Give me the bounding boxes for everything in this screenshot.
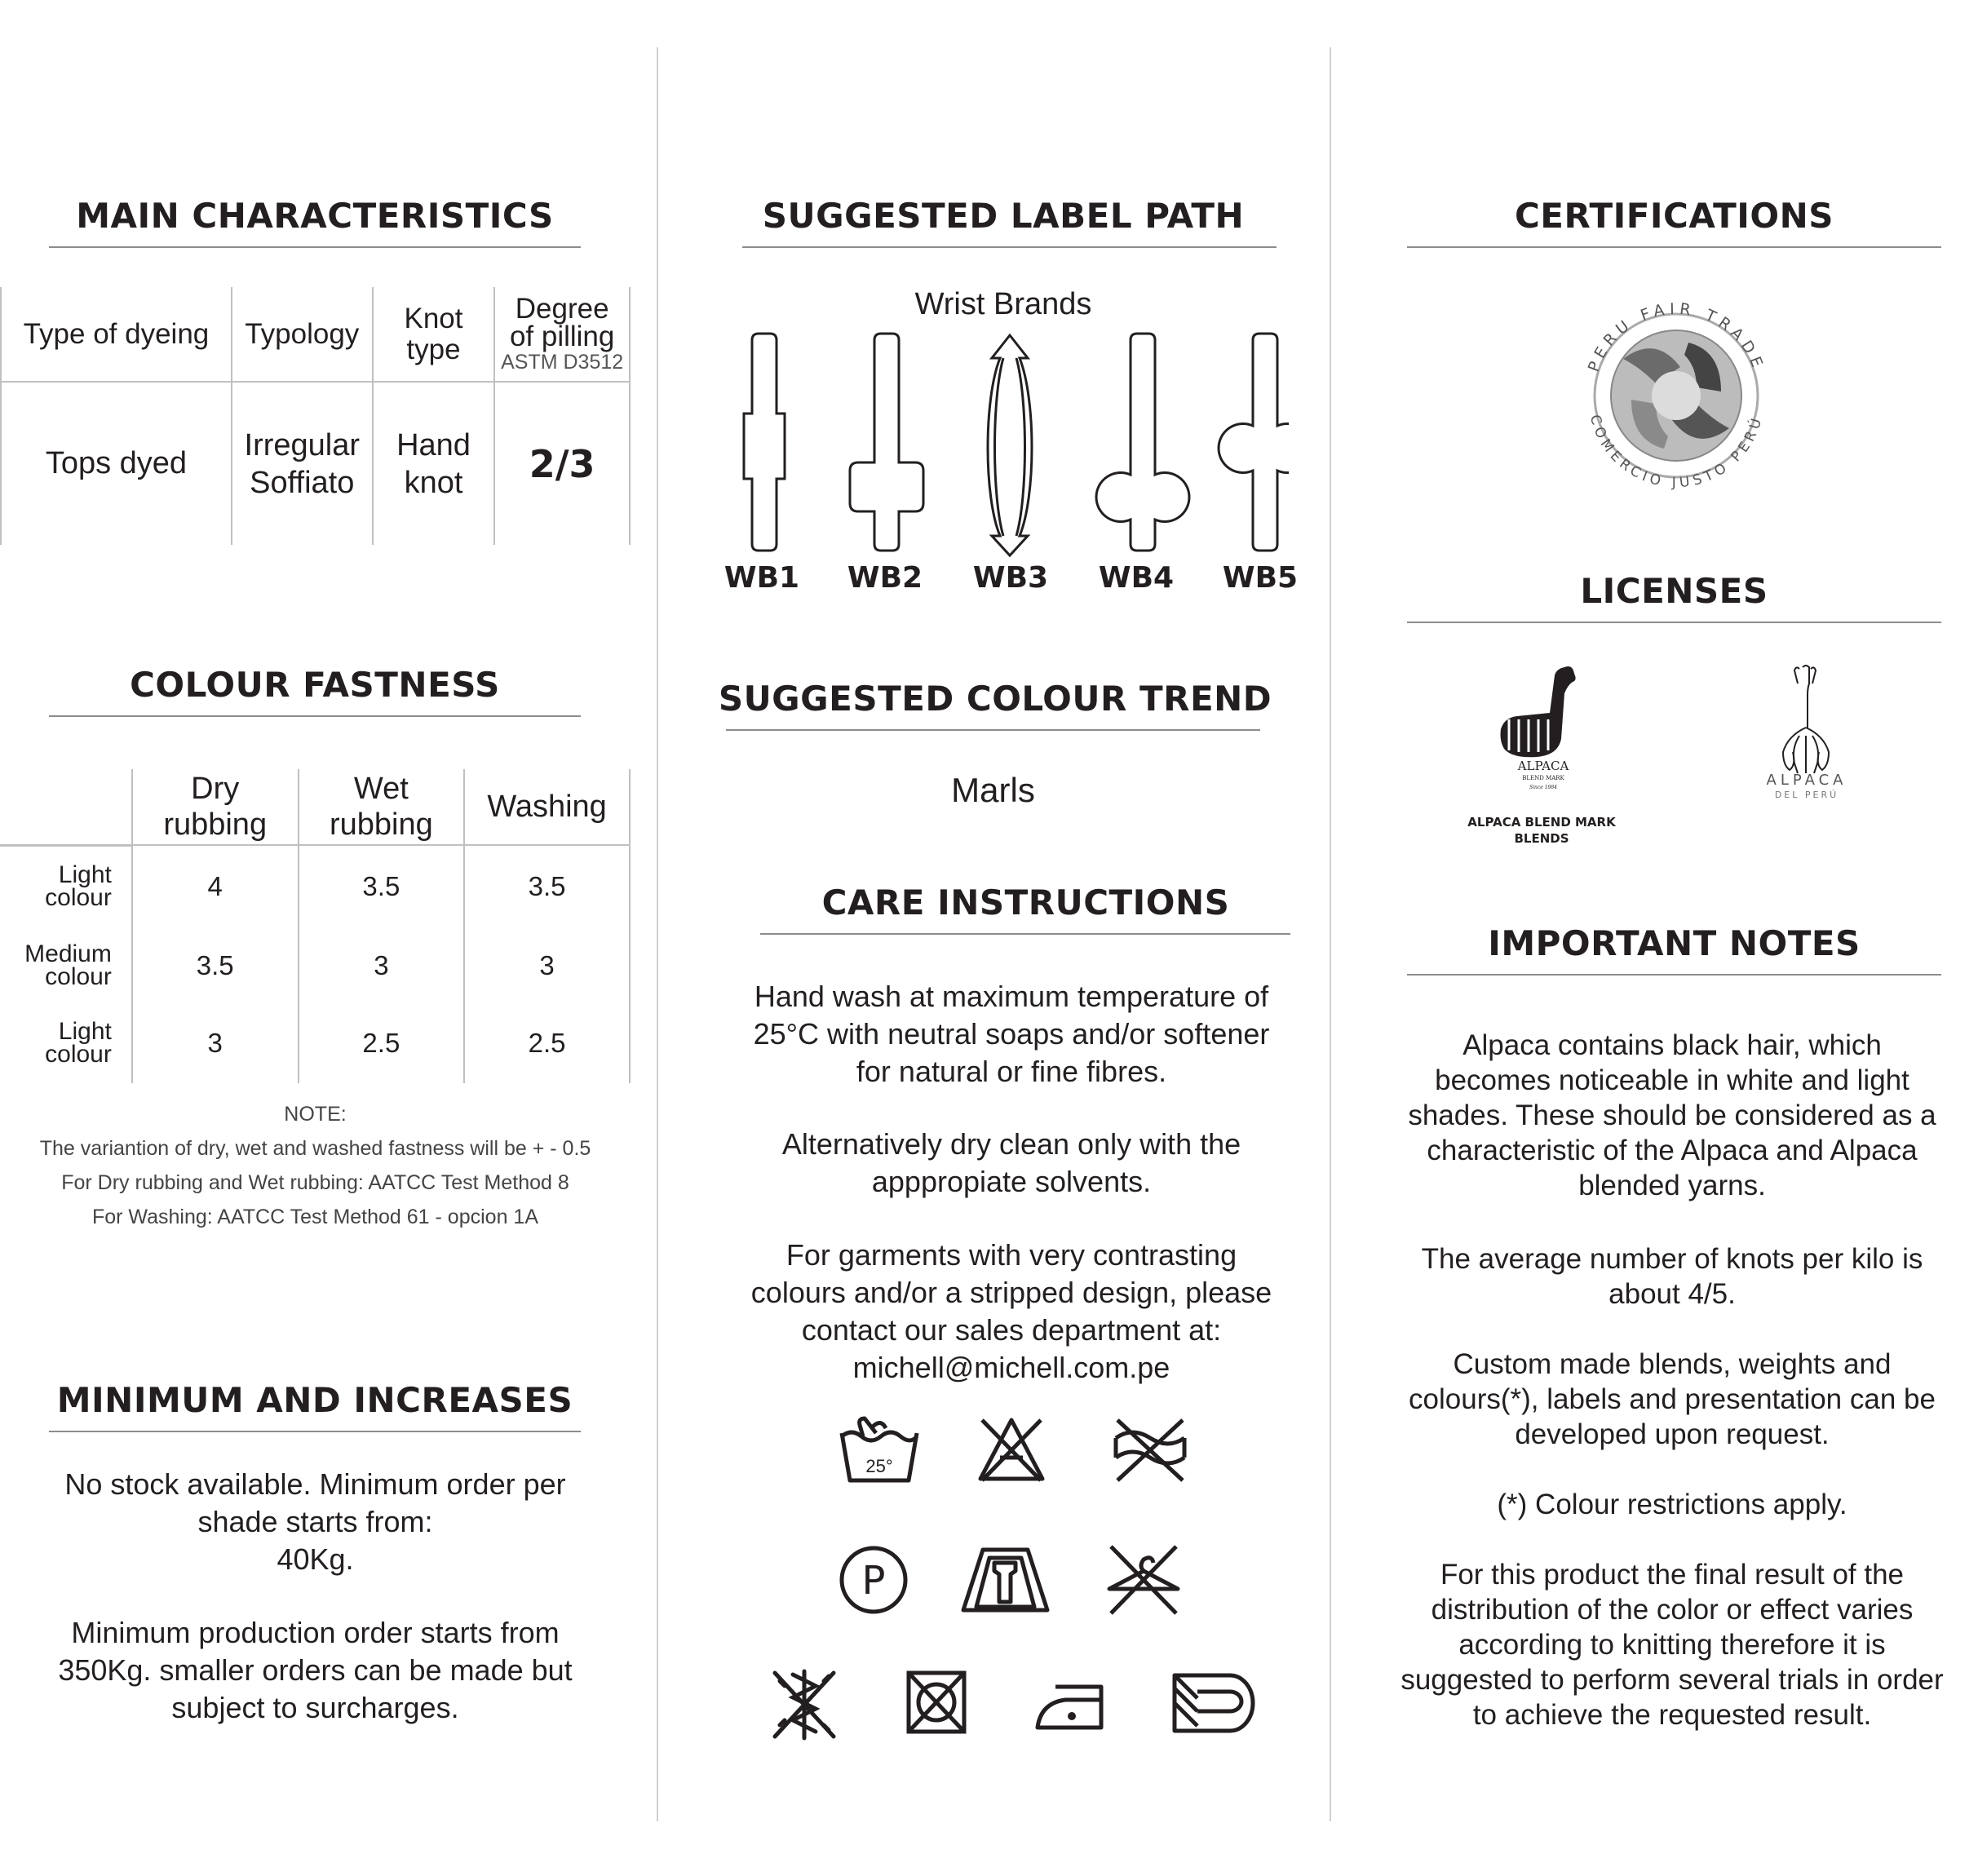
knot-header-line1: Knot xyxy=(404,302,463,334)
text-line: Minimum production order starts from xyxy=(71,1616,560,1649)
row3-label-line1: Light xyxy=(58,1018,112,1045)
typology-line1: Irregular xyxy=(244,427,361,462)
dry-flat-icon xyxy=(958,1543,1052,1617)
fastness-table-top-rule xyxy=(0,845,132,847)
do-not-wring-icon xyxy=(1109,1415,1191,1484)
minimum-paragraph-2 xyxy=(0,1614,631,1727)
wet-line1: Wet xyxy=(353,772,409,806)
text-line: colours and/or a stripped design, please xyxy=(750,1276,1272,1309)
minimum-title: MINIMUM AND INCREASES xyxy=(56,1380,573,1420)
iron-low-icon xyxy=(1033,1680,1110,1733)
header-type-of-dyeing: Type of dyeing xyxy=(1,287,232,382)
blend-mark-small-2: BLEND MARK xyxy=(1522,775,1564,781)
wb5-shape-icon xyxy=(1219,334,1289,551)
licenses-rule xyxy=(1407,622,1941,623)
text-line: The average number of knots per kilo is xyxy=(1421,1243,1923,1275)
wet-line2: rubbing xyxy=(329,807,433,842)
wb1-shape-icon xyxy=(744,334,785,551)
seal-bottom-text: COMERCIO JUSTO PERÚ xyxy=(1586,413,1767,492)
text-line: Alpaca contains black hair, which xyxy=(1462,1029,1882,1061)
pilling-header-sub: ASTM D3512 xyxy=(501,350,624,374)
column-divider-left xyxy=(657,47,658,1821)
fastness-row3-wet: 2.5 xyxy=(299,1003,465,1083)
text-line: shade starts from: xyxy=(197,1505,433,1538)
text-line: michell@michell.com.pe xyxy=(852,1351,1170,1384)
important-notes-rule xyxy=(1407,974,1941,976)
blend-mark-small-3: Since 1984 xyxy=(1529,785,1557,790)
text-line: For this product the final result of the xyxy=(1440,1559,1905,1591)
notes-paragraph-1 xyxy=(1354,1028,1978,1203)
alpaca-del-peru-logo-icon xyxy=(1754,662,1860,801)
care-paragraph-2 xyxy=(693,1126,1330,1201)
fastness-header-empty xyxy=(0,769,132,845)
care-title: CARE INSTRUCTIONS xyxy=(821,883,1230,923)
text-line: 350Kg. smaller orders can be made but xyxy=(58,1653,573,1687)
wb5-label: WB5 xyxy=(1222,561,1299,595)
blend-mark-small-1: ALPACA xyxy=(1517,759,1569,773)
wb2-shape-icon xyxy=(850,334,923,551)
colour-trend-rule xyxy=(726,729,1260,731)
value-pilling: 2/3 xyxy=(494,382,630,545)
row1-label-line1: Light xyxy=(58,861,112,888)
header-pilling xyxy=(494,287,630,382)
text-line: for natural or fine fibres. xyxy=(856,1055,1167,1088)
fastness-row1-washing: 3.5 xyxy=(464,845,630,927)
hand-wash-icon xyxy=(839,1415,920,1484)
note-line: For Washing: AATCC Test Method 61 - opcion 1A xyxy=(91,1206,538,1228)
label-path-title: SUGGESTED LABEL PATH xyxy=(762,196,1245,236)
care-paragraph-3 xyxy=(693,1237,1330,1387)
row2-label-line1: Medium xyxy=(24,940,112,967)
value-type-of-dyeing: Tops dyed xyxy=(1,382,232,545)
colour-trend-title: SUGGESTED COLOUR TREND xyxy=(718,679,1272,719)
wb3-label: WB3 xyxy=(972,561,1049,595)
text-line: 40Kg. xyxy=(277,1542,354,1576)
fastness-row2-wet: 3 xyxy=(299,927,465,1003)
text-line: For garments with very contrasting xyxy=(785,1238,1237,1272)
text-line: Custom made blends, weights and xyxy=(1453,1348,1892,1380)
text-line: according to knitting therefore it is xyxy=(1458,1629,1886,1661)
note-line: For Dry rubbing and Wet rubbing: AATCC Test Method 8 xyxy=(61,1171,569,1194)
knot-line1: Hand xyxy=(396,427,471,462)
text-line: Hand wash at maximum temperature of xyxy=(754,980,1269,1013)
header-knot-type xyxy=(373,287,495,382)
row2-label-line2: colour xyxy=(45,962,112,990)
text-line: contact our sales department at: xyxy=(801,1313,1222,1347)
notes-paragraph-4 xyxy=(1354,1487,1978,1522)
do-not-steam-icon xyxy=(770,1668,839,1741)
text-line: Alternatively dry clean only with the xyxy=(781,1127,1241,1161)
label-path-rule xyxy=(742,246,1277,248)
fastness-header-dry xyxy=(132,769,299,845)
do-not-tumble-dry-icon xyxy=(904,1668,969,1737)
fastness-note xyxy=(0,1097,631,1234)
fastness-row-label xyxy=(0,845,132,927)
text-line: becomes noticeable in white and light xyxy=(1435,1064,1909,1096)
peru-fair-trade-seal-icon xyxy=(1566,285,1786,506)
text-line: suggested to perform several trials in order xyxy=(1401,1664,1944,1696)
text-line: blended yarns. xyxy=(1578,1170,1766,1201)
wash-temp-label: 25° xyxy=(865,1456,893,1476)
header-typology: Typology xyxy=(232,287,373,382)
fastness-row2-washing: 3 xyxy=(464,927,630,1003)
row1-label-line2: colour xyxy=(45,884,112,911)
do-not-hang-dry-icon xyxy=(1103,1543,1184,1617)
fastness-header-washing: Washing xyxy=(464,769,630,845)
main-characteristics-table xyxy=(0,287,631,545)
important-notes-title: IMPORTANT NOTES xyxy=(1488,923,1861,963)
notes-paragraph-3 xyxy=(1354,1347,1978,1452)
wb1-label: WB1 xyxy=(723,561,800,595)
fastness-header-wet xyxy=(299,769,465,845)
fastness-row2-dry: 3.5 xyxy=(132,927,299,1003)
wb2-label: WB2 xyxy=(847,561,923,595)
note-line: The variantion of dry, wet and washed fastness will be + - 0.5 xyxy=(39,1137,591,1160)
dry-in-shade-icon xyxy=(1168,1670,1258,1736)
note-title: NOTE: xyxy=(284,1103,347,1126)
minimum-rule xyxy=(49,1431,581,1432)
licenses-title: LICENSES xyxy=(1580,571,1768,611)
fastness-row1-dry: 4 xyxy=(132,845,299,927)
text-line: about 4/5. xyxy=(1609,1278,1736,1310)
fastness-row3-washing: 2.5 xyxy=(464,1003,630,1083)
blend-mark-caption xyxy=(1460,814,1623,847)
text-line: subject to surcharges. xyxy=(171,1691,459,1724)
dry-line1: Dry xyxy=(191,772,240,806)
wb3-shape-icon xyxy=(988,335,1032,555)
value-typology xyxy=(232,382,373,545)
colour-fastness-title: COLOUR FASTNESS xyxy=(130,665,500,705)
knot-line2: knot xyxy=(404,465,463,500)
text-line: developed upon request. xyxy=(1515,1418,1830,1450)
text-line: 25°C with neutral soaps and/or softener xyxy=(753,1017,1270,1051)
text-line: distribution of the color or effect varies xyxy=(1431,1594,1914,1626)
alpaca-peru-line2: DEL PERÚ xyxy=(1774,790,1839,800)
colour-fastness-table xyxy=(0,769,631,1083)
notes-paragraph-2 xyxy=(1354,1241,1978,1312)
alpaca-peru-line1: ALPACA xyxy=(1766,772,1847,789)
caption-line: BLENDS xyxy=(1514,831,1569,846)
wrist-brands-subtitle: Wrist Brands xyxy=(914,287,1092,321)
text-line: shades. These should be considered as a xyxy=(1408,1099,1936,1131)
fastness-rows xyxy=(0,845,630,1083)
text-line: No stock available. Minimum order per xyxy=(64,1467,566,1501)
text-line: to achieve the requested result. xyxy=(1472,1699,1872,1731)
text-line: colours(*), labels and presentation can be xyxy=(1409,1383,1936,1415)
main-characteristics-title: MAIN CHARACTERISTICS xyxy=(76,196,554,236)
colour-fastness-rule xyxy=(49,715,581,717)
dry-clean-letter: P xyxy=(861,1558,886,1604)
pilling-header-line1: Degree xyxy=(515,292,609,325)
wrist-brand-shapes xyxy=(718,330,1289,559)
fastness-row1-wet: 3.5 xyxy=(299,845,465,927)
knot-header-line2: type xyxy=(406,333,461,365)
colour-trend-value: Marls xyxy=(951,771,1035,809)
wb4-shape-icon xyxy=(1096,334,1189,551)
fastness-row-label xyxy=(0,927,132,1003)
notes-paragraph-5 xyxy=(1354,1557,1978,1732)
care-rule xyxy=(760,933,1290,935)
do-not-bleach-icon xyxy=(977,1415,1047,1484)
certifications-rule xyxy=(1407,246,1941,248)
typology-line2: Soffiato xyxy=(250,465,355,500)
care-paragraph-1 xyxy=(693,978,1330,1091)
wb4-label: WB4 xyxy=(1098,561,1175,595)
row3-label-line2: colour xyxy=(45,1041,112,1068)
fastness-row3-dry: 3 xyxy=(132,1003,299,1083)
minimum-paragraph-1 xyxy=(0,1466,631,1578)
seal-top-text: PERU FAIR TRADE xyxy=(1584,299,1768,374)
text-line: (*) Colour restrictions apply. xyxy=(1497,1489,1847,1520)
text-line: characteristic of the Alpaca and Alpaca xyxy=(1427,1135,1918,1166)
text-line: apppropiate solvents. xyxy=(871,1165,1152,1198)
main-characteristics-rule xyxy=(49,246,581,248)
alpaca-blend-mark-logo-icon xyxy=(1485,662,1599,793)
certifications-title: CERTIFICATIONS xyxy=(1514,196,1834,236)
fastness-row-label xyxy=(0,1003,132,1083)
column-divider-right xyxy=(1330,47,1331,1821)
dry-clean-p-icon xyxy=(837,1543,910,1617)
caption-line: ALPACA BLEND MARK xyxy=(1467,815,1616,830)
dry-line2: rubbing xyxy=(163,807,268,842)
pilling-header-line2: of pilling xyxy=(509,320,615,352)
value-knot-type xyxy=(373,382,495,545)
